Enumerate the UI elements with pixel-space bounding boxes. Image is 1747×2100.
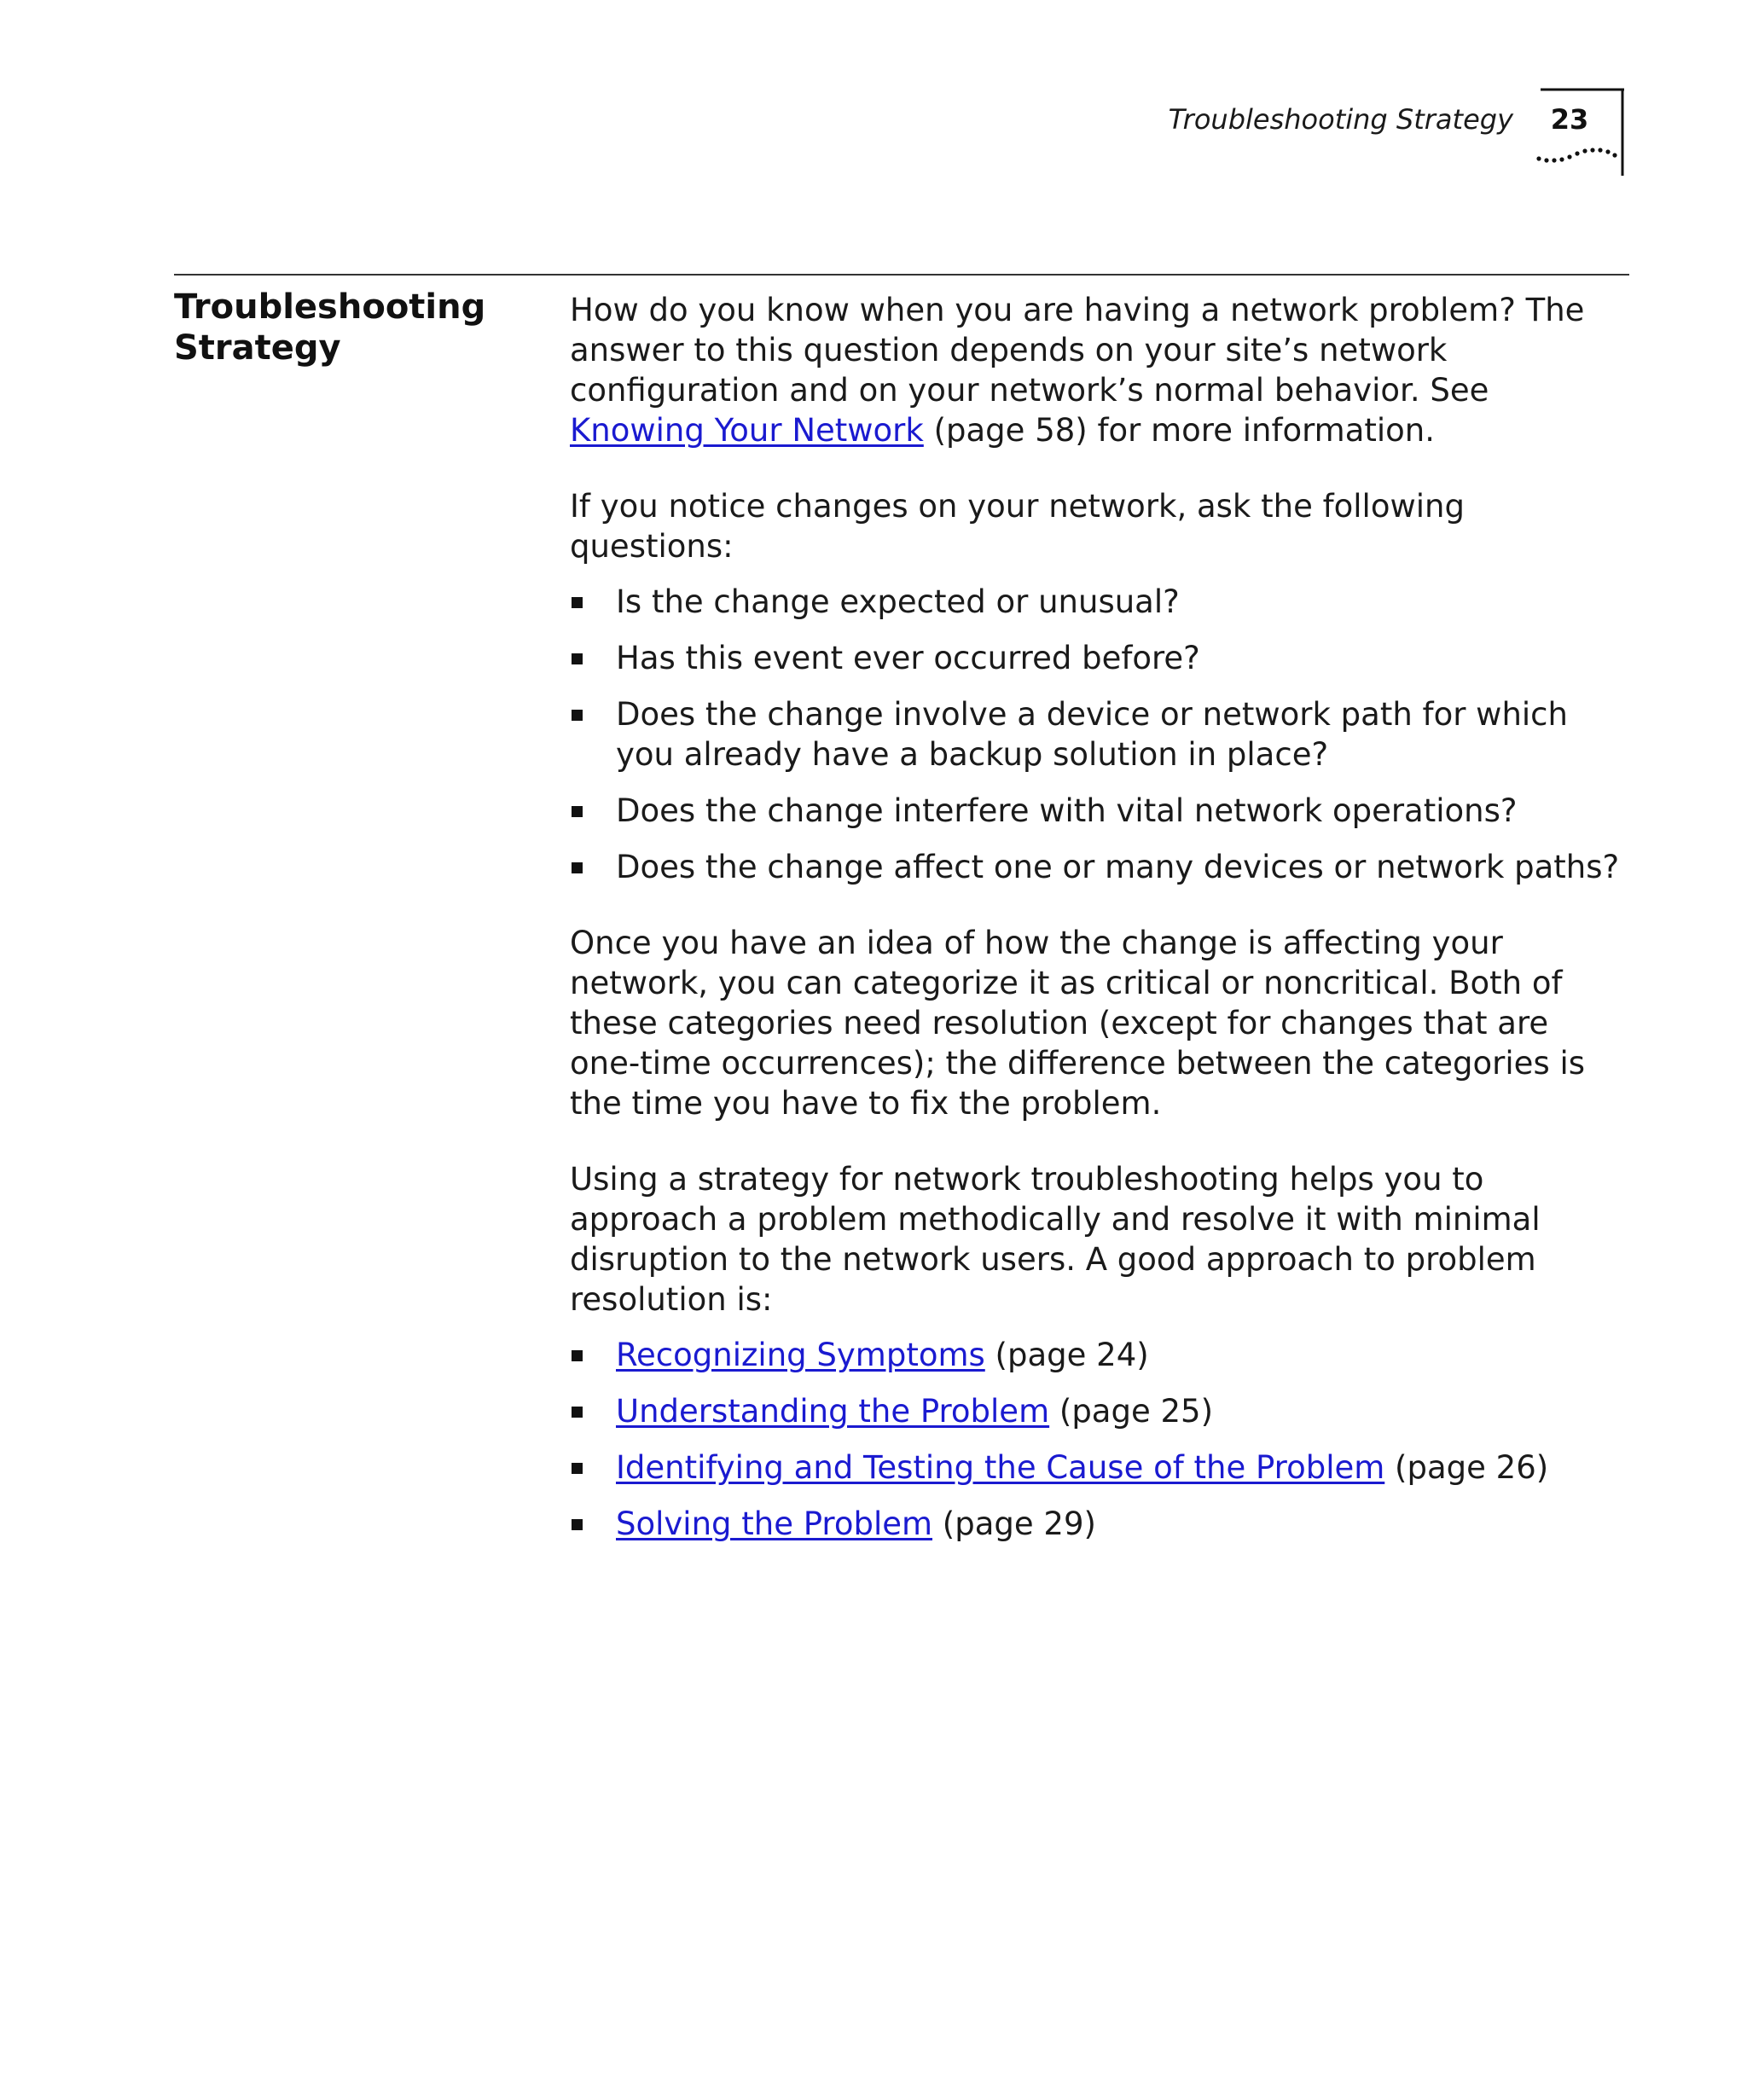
- questions-lead-paragraph: If you notice changes on your network, ask the following questions:: [570, 488, 1465, 565]
- question-text: Is the change expected or unusual?: [616, 583, 1180, 620]
- strategy-paragraph: Using a strategy for network troubleshooting helps you to approach a problem methodically and resolve it with minimal disruption to the network users. A good approach to problem resolution is:: [570, 1161, 1541, 1318]
- recognizing-symptoms-link[interactable]: Recognizing Symptoms: [616, 1337, 985, 1373]
- section-heading: [174, 287, 532, 368]
- list-item: [570, 638, 1628, 678]
- body-text: [570, 290, 1628, 1580]
- page-reference: (page 25): [1049, 1393, 1214, 1430]
- square-bullet-icon: [572, 1350, 583, 1361]
- question-text: Does the change interfere with vital network operations?: [616, 792, 1518, 829]
- square-bullet-icon: [572, 1463, 583, 1474]
- page-corner-mark: [1532, 85, 1626, 179]
- list-item: [570, 791, 1628, 831]
- page-number: 23: [1550, 103, 1589, 136]
- square-bullet-icon: [572, 653, 583, 664]
- running-header-title: Troubleshooting Strategy: [1168, 103, 1513, 136]
- square-bullet-icon: [572, 806, 583, 817]
- questions-list: [570, 582, 1628, 887]
- list-item: [570, 582, 1628, 622]
- categorize-paragraph: Once you have an idea of how the change is affecting your network, you can categorize it as critical or noncritical. Both of these categories need resolution (except for changes that are one-time occurrences); the difference between the categories is the time you have to fix the problem.: [570, 925, 1586, 1122]
- section-heading-line-2: Strategy: [174, 328, 341, 368]
- section-divider: [174, 274, 1629, 276]
- question-text: Has this event ever occurred before?: [616, 640, 1200, 676]
- list-item: [570, 1335, 1628, 1375]
- knowing-your-network-link[interactable]: Knowing Your Network: [570, 412, 924, 449]
- square-bullet-icon: [572, 1407, 583, 1418]
- question-text: Does the change involve a device or network path for which you already have a backup solution in place?: [616, 696, 1568, 773]
- intro-text-before-link: How do you know when you are having a network problem? The answer to this question depends on your site’s network configuration and on your network’s normal behavior. See: [570, 292, 1585, 409]
- list-item: [570, 694, 1628, 774]
- intro-paragraph: [570, 290, 1628, 450]
- identifying-and-testing-link[interactable]: Identifying and Testing the Cause of the Problem: [616, 1449, 1385, 1486]
- list-item: [570, 847, 1628, 887]
- section-heading-line-1: Troubleshooting: [174, 287, 486, 327]
- square-bullet-icon: [572, 710, 583, 721]
- square-bullet-icon: [572, 862, 583, 873]
- square-bullet-icon: [572, 597, 583, 608]
- approach-steps-list: [570, 1335, 1628, 1544]
- solving-the-problem-link[interactable]: Solving the Problem: [616, 1505, 933, 1542]
- list-item: [570, 1447, 1628, 1488]
- list-item: [570, 1504, 1628, 1544]
- intro-text-after-link: (page 58) for more information.: [923, 412, 1436, 449]
- understanding-the-problem-link[interactable]: Understanding the Problem: [616, 1393, 1050, 1430]
- question-text: Does the change affect one or many devices or network paths?: [616, 849, 1620, 885]
- page-reference: (page 26): [1384, 1449, 1549, 1486]
- page-reference: (page 29): [932, 1505, 1096, 1542]
- list-item: [570, 1391, 1628, 1431]
- square-bullet-icon: [572, 1519, 583, 1530]
- page-reference: (page 24): [984, 1337, 1149, 1373]
